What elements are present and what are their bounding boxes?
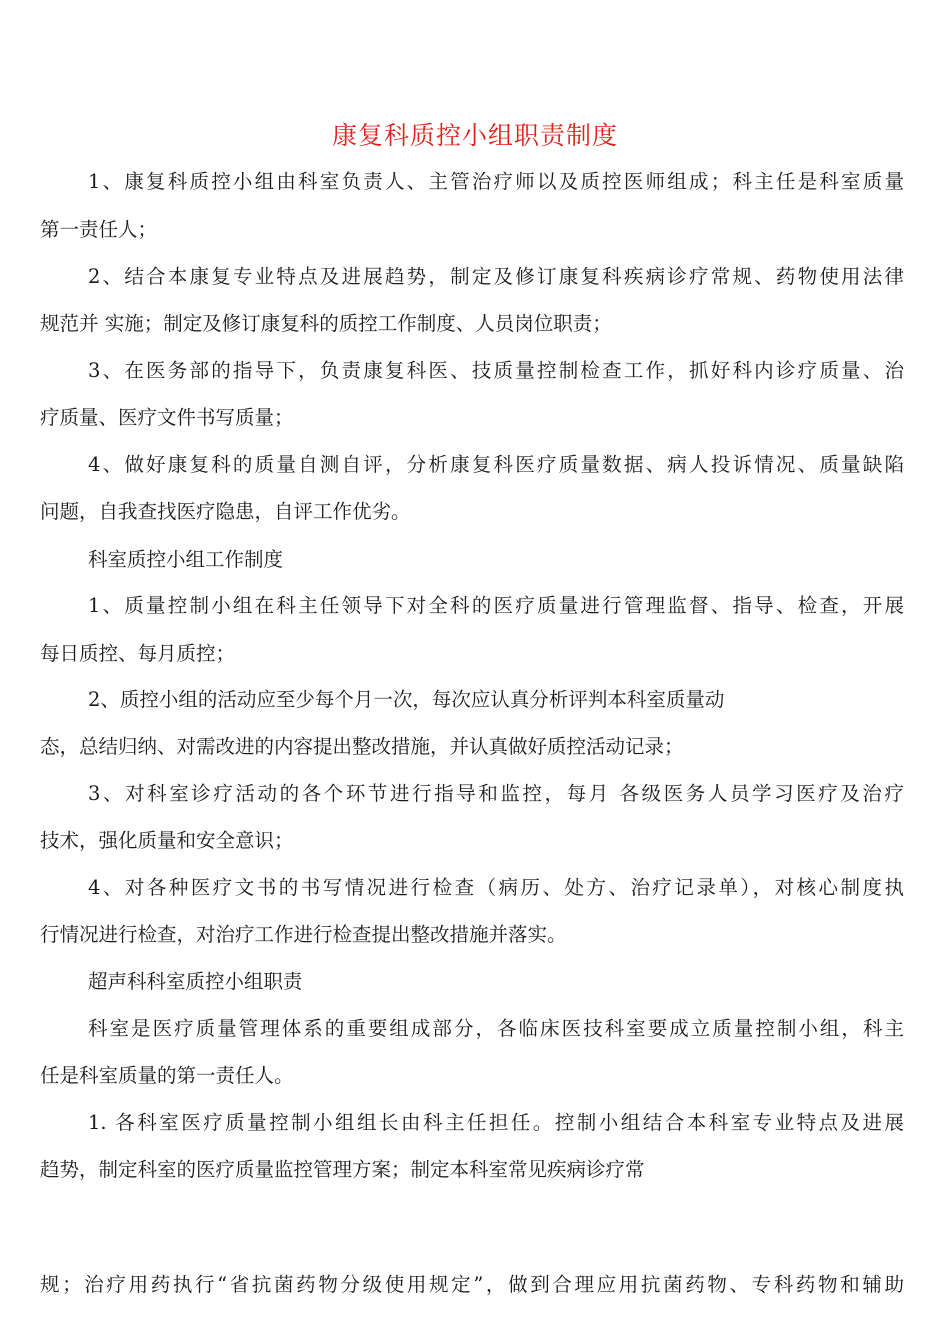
paragraph-6-line-2: 态，总结归纳、对需改进的内容提出整改措施，并认真做好质控活动记录；: [40, 735, 684, 758]
paragraph-10-line-1: 1. 各科室医疗质量控制小组组长由科主任担任。控制小组结合本科室专业特点及进展: [88, 1111, 904, 1134]
paragraph-6-line-1: 2、质控小组的活动应至少每个月一次，每次应认真分析评判本科室质量动: [88, 688, 725, 711]
paragraph-4-line-2: 问题，自我查找医疗隐患，自评工作优劣。: [40, 500, 411, 523]
paragraph-8-line-1: 4、对各种医疗文书的书写情况进行检查（病历、处方、治疗记录单），对核心制度执: [88, 876, 904, 899]
paragraph-9-line-1: 科室是医疗质量管理体系的重要组成部分，各临床医技科室要成立质量控制小组，科主: [88, 1017, 904, 1040]
paragraph-9-line-2: 任是科室质量的第一责任人。: [40, 1064, 294, 1087]
paragraph-1-line-2: 第一责任人；: [40, 218, 158, 241]
section-heading-work-rules: 科室质控小组工作制度: [88, 548, 284, 571]
paragraph-4-line-1: 4、做好康复科的质量自测自评，分析康复科医疗质量数据、病人投诉情况、质量缺陷: [88, 453, 904, 476]
paragraph-3-line-2: 疗质量、医疗文件书写质量；: [40, 406, 294, 429]
paragraph-7-line-1: 3、对科室诊疗活动的各个环节进行指导和监控，每月 各级医务人员学习医疗及治疗: [88, 782, 904, 805]
paragraph-1-line-1: 1、康复科质控小组由科室负责人、主管治疗师以及质控医师组成；科主任是科室质量: [88, 170, 904, 193]
paragraph-10-line-3: 规；治疗用药执行“省抗菌药物分级使用规定”，做到合理应用抗菌药物、专科药物和辅助: [40, 1273, 904, 1296]
paragraph-7-line-2: 技术，强化质量和安全意识；: [40, 829, 294, 852]
paragraph-2-line-2: 规范并 实施；制定及修订康复科的质控工作制度、人员岗位职责；: [40, 312, 612, 335]
section-heading-ultrasound: 超声科科室质控小组职责: [88, 970, 303, 993]
paragraph-5-line-1: 1、质量控制小组在科主任领导下对全科的医疗质量进行管理监督、指导、检查，开展: [88, 594, 904, 617]
paragraph-2-line-1: 2、结合本康复专业特点及进展趋势，制定及修订康复科疾病诊疗常规、药物使用法律: [88, 265, 904, 288]
paragraph-10-line-2: 趋势，制定科室的医疗质量监控管理方案；制定本科室常见疾病诊疗常: [40, 1158, 645, 1181]
paragraph-8-line-2: 行情况进行检查，对治疗工作进行检查提出整改措施并落实。: [40, 923, 567, 946]
page-title: 康复科质控小组职责制度: [331, 121, 618, 150]
paragraph-3-line-1: 3、在医务部的指导下，负责康复科医、技质量控制检查工作，抓好科内诊疗质量、治: [88, 359, 904, 382]
paragraph-5-line-2: 每日质控、每月质控；: [40, 642, 236, 665]
